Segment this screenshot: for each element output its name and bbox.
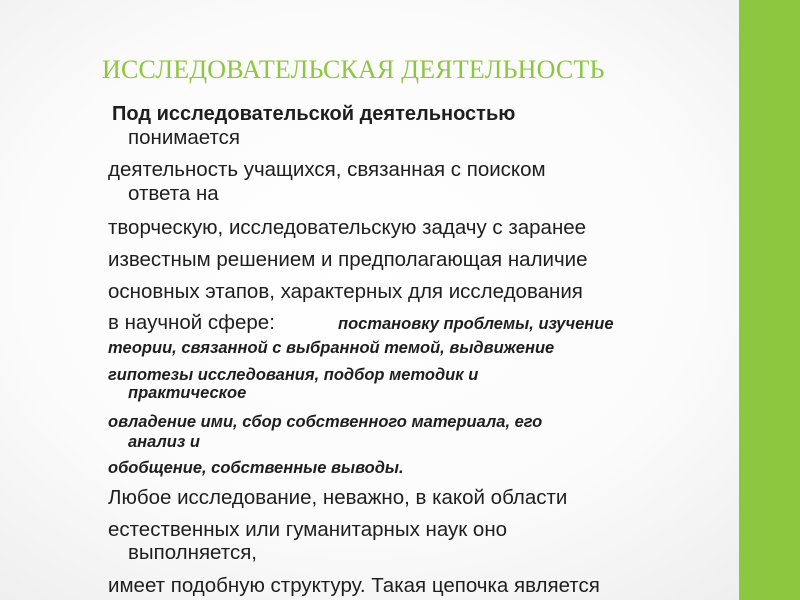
slide-title: ИССЛЕДОВАТЕЛЬСКАЯ ДЕЯТЕЛЬНОСТЬ <box>102 55 605 84</box>
text-line-emphasis: практическое <box>128 384 247 402</box>
text-line-emphasis: овладение ими, сбор собственного материала, его <box>108 413 543 431</box>
text-line: имеет подобную структуру. Такая цепочка является <box>108 574 600 597</box>
text-line: естественных или гуманитарных наук оно <box>108 518 508 541</box>
text-line: понимается <box>128 126 240 149</box>
text-line: известным решением и предполагающая наличие <box>108 248 588 271</box>
text-line-emphasis: обобщение, собственные выводы. <box>108 459 404 477</box>
text-line-emphasis: теории, связанной с выбранной темой, выдвижение <box>108 339 555 357</box>
text-line-emphasis: гипотезы исследования, подбор методик и <box>108 366 479 384</box>
text-line: Под исследовательской деятельностью <box>112 103 516 125</box>
text-line: ответа на <box>128 182 219 205</box>
text-line: выполняется, <box>128 541 257 564</box>
text-line-emphasis: постановку проблемы, изучение <box>338 315 614 333</box>
text-line-emphasis: анализ и <box>128 433 200 451</box>
text-line: основных этапов, характерных для исследования <box>108 280 583 303</box>
accent-bar <box>739 0 800 600</box>
text-line: творческую, исследовательскую задачу с заранее <box>108 216 587 239</box>
text-line: Любое исследование, неважно, в какой области <box>108 486 568 509</box>
text-line: в научной сфере: <box>108 311 275 334</box>
text-line: деятельность учащихся, связанная с поиском <box>108 158 546 181</box>
